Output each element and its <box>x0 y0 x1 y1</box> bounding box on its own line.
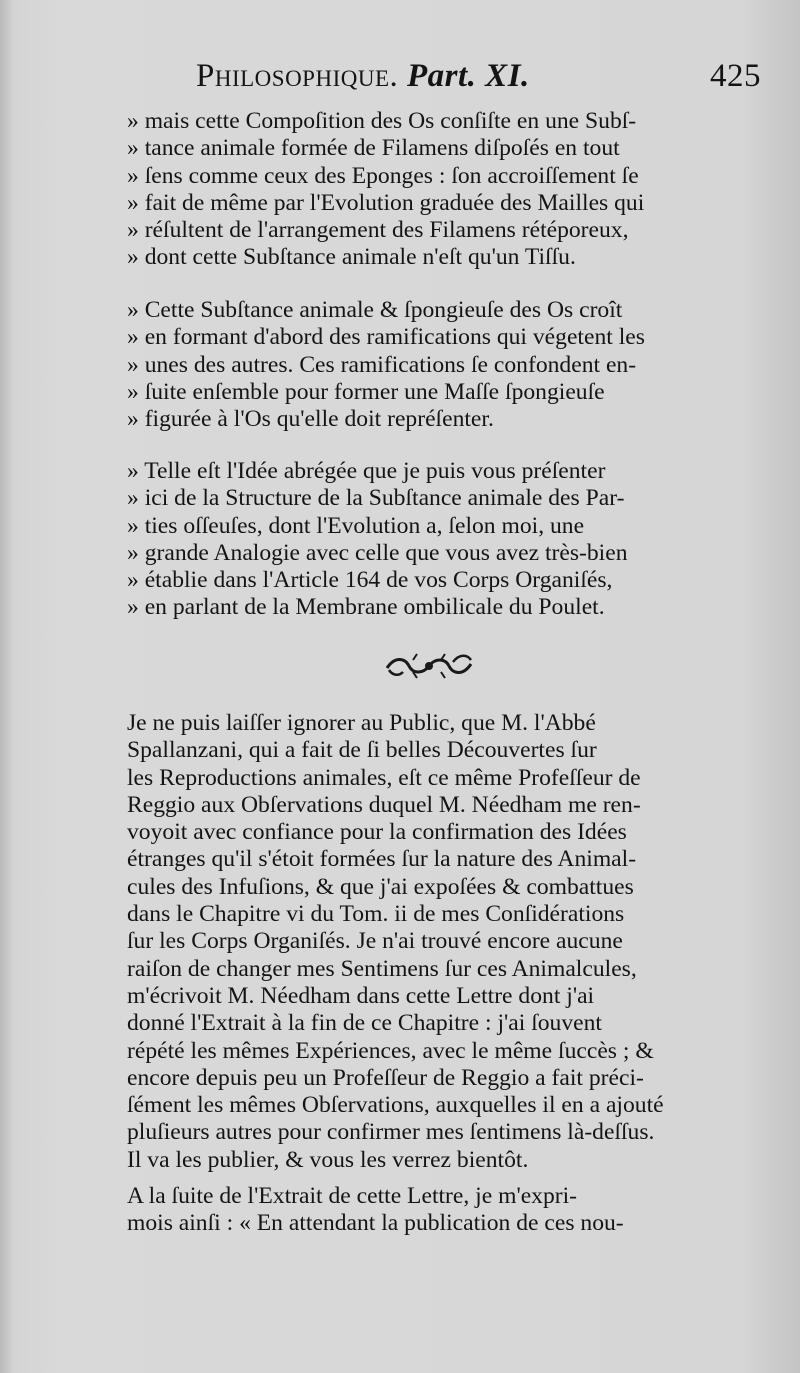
paragraph-1 <box>127 710 792 1174</box>
text-line: ſur les Corps Organiſés. Je n'ai trouvé encore aucune <box>127 928 623 955</box>
text-line: ſément les mêmes Obſervations, auxquelles il en a ajouté <box>127 1092 664 1119</box>
quote-block-1 <box>127 108 792 272</box>
text-line: pluſieurs autres pour confirmer mes ſentimens là-deſſus. <box>127 1119 655 1146</box>
text-line: » établie dans l'Article 164 de vos Corps Organiſés, <box>127 567 613 594</box>
text-line: » ties oſſeuſes, dont l'Evolution a, ſelon moi, une <box>127 512 585 539</box>
text-line: cules des Infuſions, & que j'ai expoſées & combattues <box>127 873 634 900</box>
text-line: donné l'Extrait à la fin de ce Chapitre : j'ai ſouvent <box>127 1010 602 1037</box>
text-line: répété les mêmes Expériences, avec le même ſuccès ; & <box>127 1037 654 1064</box>
text-line: » dont cette Subſtance animale n'eſt qu'un Tiſſu. <box>127 244 576 271</box>
text-line: raiſon de changer mes Sentimens ſur ces Animalcules, <box>127 955 637 982</box>
text-line: » en parlant de la Membrane ombilicale du Poulet. <box>127 594 605 621</box>
paragraph-2 <box>127 1183 792 1238</box>
text-line: » mais cette Compoſition des Os conſiſte en une Subſ- <box>127 108 637 134</box>
text-line: m'écrivoit M. Néedham dans cette Lettre dont j'ai <box>127 982 595 1009</box>
text-line: » grande Analogie avec celle que vous avez très-bien <box>127 539 628 566</box>
text-line: Reggio aux Obſervations duquel M. Néedham me ren- <box>127 791 641 818</box>
text-line: les Reproductions animales, eſt ce même Profeſſeur de <box>127 764 641 791</box>
text-line: » fait de même par l'Evolution graduée des Mailles qui <box>127 189 645 216</box>
text-line: Il va les publier, & vous les verrez bientôt. <box>127 1146 529 1173</box>
text-line: » ſuite enſemble pour former une Maſſe ſpongieuſe <box>127 378 605 405</box>
part-label: Part. XI. <box>407 58 530 94</box>
text-line: » figurée à l'Os qu'elle doit repréſenter. <box>127 406 494 433</box>
text-line: » ſens comme ceux des Eponges : ſon accroiſſement ſe <box>127 162 639 189</box>
text-line: étranges qu'il s'étoit formées ſur la nature des Animal- <box>127 846 637 873</box>
text-line: voyoit avec confiance pour la confirmation des Idées <box>127 819 627 846</box>
running-header <box>196 58 786 102</box>
quote-block-3 <box>127 458 792 622</box>
text-line: » tance animale formée de Filamens diſpoſés en tout <box>127 135 620 162</box>
text-line: » Cette Subſtance animale & ſpongieuſe des Os croît <box>127 297 623 323</box>
text-line: » ici de la Structure de la Subſtance animale des Par- <box>127 485 625 512</box>
text-line: encore depuis peu un Profeſſeur de Reggio a fait préci- <box>127 1064 644 1091</box>
text-line: mois ainſi : « En attendant la publication de ces nou- <box>127 1210 624 1237</box>
text-line: dans le Chapitre vi du Tom. ii de mes Conſidérations <box>127 901 625 928</box>
text-line: » Telle eſt l'Idée abrégée que je puis vous préſenter <box>127 458 606 484</box>
text-line: Spallanzani, qui a fait de ſi belles Découvertes ſur <box>127 737 597 764</box>
quote-block-2 <box>127 297 792 433</box>
text-line: » unes des autres. Ces ramifications ſe confondent en- <box>127 351 637 378</box>
text-line: A la ſuite de l'Extrait de cette Lettre, je m'expri- <box>127 1183 578 1209</box>
text-line: Je ne puis laiſſer ignorer au Public, que M. l'Abbé <box>127 710 596 736</box>
fleuron-icon <box>383 650 475 682</box>
page-number: 425 <box>710 58 761 94</box>
running-title: Philosophique. <box>196 58 399 94</box>
text-line: » réſultent de l'arrangement des Filamens rétéporeux, <box>127 217 629 244</box>
text-line: » en formant d'abord des ramifications qui végetent les <box>127 324 645 351</box>
